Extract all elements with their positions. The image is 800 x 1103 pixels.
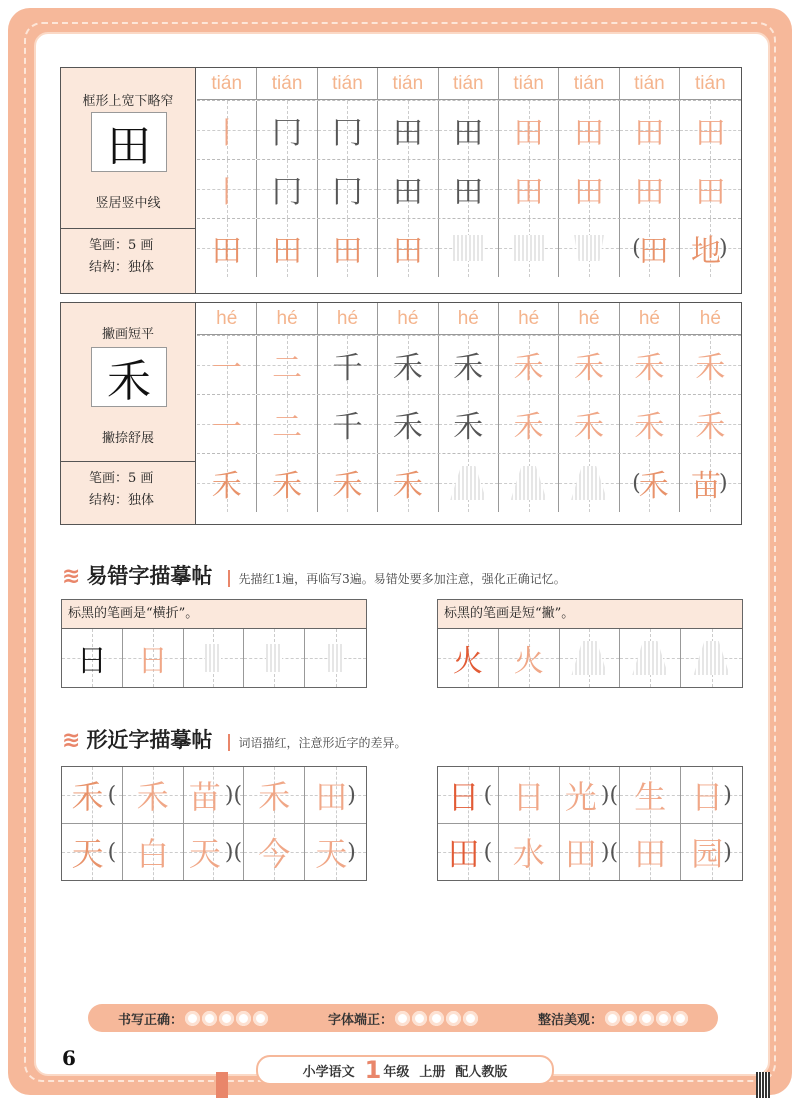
tracing-cell: 禾 [378, 336, 438, 394]
section-heading: 形近字描摹帖 [86, 728, 213, 752]
tracing-cell: 田 [439, 101, 499, 159]
tracing-cell: 禾 [680, 336, 740, 394]
tip-bottom: 竖居竖中线 [95, 196, 161, 211]
eval-neat-font [328, 1009, 478, 1028]
decorative-bar [216, 1072, 228, 1098]
evaluation-bar [88, 1004, 718, 1032]
tracing-cell: 田 [378, 219, 438, 277]
tracing-cell: 田 [378, 101, 438, 159]
model-cell: 日 [62, 629, 123, 687]
mistake-box-left [61, 599, 367, 688]
tracing-cell: 禾 [439, 395, 499, 453]
tracing-cell: 田 [559, 101, 619, 159]
mistake-box-right [437, 599, 743, 688]
pinyin-cell: tián [499, 68, 559, 100]
tracing-cell: 禾 [499, 395, 559, 453]
model-cell: 火 [438, 629, 499, 687]
tracing-cell: 千 [318, 336, 378, 394]
stroke-order-row [197, 160, 741, 219]
section-description: 先描红1遍，再临写3遍。易错处要多加注意，强化正确记忆。 [228, 570, 565, 587]
word-cell: 禾 [244, 767, 305, 823]
model-character: 田 [91, 112, 167, 172]
word-cell: 禾 [123, 767, 184, 823]
footer-label [256, 1055, 554, 1085]
tracing-cell: 日 [123, 629, 184, 687]
wave-icon: ≋ [62, 564, 81, 589]
flower-icon[interactable] [395, 1011, 410, 1026]
flower-icon[interactable] [219, 1011, 234, 1026]
stroke-info [61, 228, 195, 279]
word-row [438, 824, 742, 880]
eval-correct [118, 1009, 268, 1028]
pinyin-cell: tián [439, 68, 499, 100]
character-info-tian [61, 68, 196, 293]
tracing-cell: 田 [197, 219, 257, 277]
footer-term: 上册 [419, 1064, 446, 1080]
pinyin-cell: hé [559, 303, 619, 335]
footer-edition: 配人教版 [455, 1064, 508, 1080]
blank-practice-cell[interactable] [439, 219, 499, 277]
blank-practice-cell[interactable] [620, 629, 681, 687]
tracing-cell: 田 [499, 101, 559, 159]
tracing-cell: 一 [197, 336, 257, 394]
blank-practice-cell[interactable] [681, 629, 742, 687]
mistake-cells [438, 629, 742, 687]
flower-icon[interactable] [656, 1011, 671, 1026]
tracing-cell: 冂 [257, 101, 317, 159]
section-title-easy-mistake [62, 560, 566, 590]
word-cell: 天 ) [305, 824, 366, 880]
writing-grid [197, 303, 741, 512]
tracing-cell: 田 [680, 101, 740, 159]
word-cell: 田 )( [560, 824, 621, 880]
word-cell: 田 ) [305, 767, 366, 823]
tracing-cell: 二 [257, 336, 317, 394]
tracing-cell: 禾 [318, 454, 378, 512]
eval-label: 字体端正： [327, 1012, 393, 1028]
pinyin-cell: hé [378, 303, 438, 335]
word-cell: ( 田 [620, 219, 680, 277]
blank-practice-cell[interactable] [559, 219, 619, 277]
tracing-cell: 禾 [197, 454, 257, 512]
section-description: 词语描红，注意形近字的差异。 [228, 734, 406, 751]
barcode-strip [756, 1072, 770, 1098]
tracing-cell: 丨 [197, 160, 257, 218]
model-character: 禾 [91, 347, 167, 407]
word-cell: 苗 ) [680, 454, 740, 512]
pinyin-cell: tián [257, 68, 317, 100]
tracing-cell: 冂 [318, 101, 378, 159]
page-number: 6 [62, 1046, 76, 1070]
tracing-cell: 禾 [499, 336, 559, 394]
blank-practice-cell[interactable] [560, 629, 621, 687]
tracing-cell: 冂 [318, 160, 378, 218]
pinyin-cell: tián [378, 68, 438, 100]
character-info-he [61, 303, 196, 524]
flower-icon[interactable] [463, 1011, 478, 1026]
word-cell: ( 禾 [620, 454, 680, 512]
pinyin-cell: hé [439, 303, 499, 335]
key-char-cell: 天 ( [62, 824, 123, 880]
stroke-order-row [197, 336, 741, 395]
blank-practice-cell[interactable] [439, 454, 499, 512]
writing-grid [197, 68, 741, 277]
pinyin-cell: hé [257, 303, 317, 335]
eval-clean [538, 1009, 688, 1028]
flower-icon[interactable] [622, 1011, 637, 1026]
tracing-cell: 田 [620, 160, 680, 218]
flower-icon[interactable] [605, 1011, 620, 1026]
tracing-cell: 禾 [378, 395, 438, 453]
pinyin-cell: hé [318, 303, 378, 335]
tracing-cell: 一 [197, 395, 257, 453]
key-char-cell: 日 ( [438, 767, 499, 823]
mistake-cells [62, 629, 366, 687]
word-cell: 水 [499, 824, 560, 880]
blank-practice-cell[interactable] [559, 454, 619, 512]
pinyin-cell: tián [197, 68, 257, 100]
footer-subject: 小学语文 [302, 1064, 355, 1080]
word-cell: 地 ) [680, 219, 740, 277]
word-cell: 白 [123, 824, 184, 880]
flower-icon[interactable] [202, 1011, 217, 1026]
tracing-cell: 禾 [559, 395, 619, 453]
flower-icon[interactable] [253, 1011, 268, 1026]
word-cell: 生 [620, 767, 681, 823]
tracing-cell: 田 [439, 160, 499, 218]
flower-icon[interactable] [429, 1011, 444, 1026]
tip-bottom: 撇捺舒展 [101, 431, 154, 446]
pinyin-cell: hé [680, 303, 740, 335]
word-cell: 田 [620, 824, 681, 880]
word-cell: 今 [244, 824, 305, 880]
pinyin-cell: tián [318, 68, 378, 100]
tracing-cell: 禾 [378, 454, 438, 512]
word-cell: 苗 )( [184, 767, 245, 823]
section-heading: 易错字描摹帖 [86, 564, 213, 588]
tracing-cell: 禾 [620, 336, 680, 394]
wave-icon: ≋ [62, 728, 81, 753]
footer-grade: 年级 [383, 1064, 410, 1080]
mistake-hint: 标黑的笔画是短“撇”。 [438, 600, 742, 629]
stroke-info [61, 461, 195, 512]
tracing-cell: 千 [318, 395, 378, 453]
word-cell: 园 ) [681, 824, 742, 880]
similar-words-right [437, 766, 743, 881]
blank-practice-cell[interactable] [305, 629, 366, 687]
word-cell: 日 ) [681, 767, 742, 823]
practice-row [197, 454, 741, 512]
flower-icon[interactable] [412, 1011, 427, 1026]
similar-words-left [61, 766, 367, 881]
practice-panel-he [60, 302, 742, 525]
pinyin-cell: tián [559, 68, 619, 100]
tip-top: 撇画短平 [101, 327, 154, 342]
tracing-cell: 田 [620, 101, 680, 159]
stroke-order-row [197, 101, 741, 160]
structure: 结构：独体 [89, 260, 155, 275]
tracing-cell: 二 [257, 395, 317, 453]
word-cell: 日 [499, 767, 560, 823]
tracing-cell: 田 [559, 160, 619, 218]
eval-label: 书写正确： [117, 1012, 183, 1028]
mistake-hint: 标黑的笔画是“横折”。 [62, 600, 366, 629]
word-row [62, 767, 366, 824]
flower-icon[interactable] [639, 1011, 654, 1026]
key-char-cell: 田 ( [438, 824, 499, 880]
practice-row [197, 219, 741, 277]
pinyin-cell: hé [620, 303, 680, 335]
pinyin-cell: hé [197, 303, 257, 335]
pinyin-row [197, 303, 741, 336]
tracing-cell: 田 [680, 160, 740, 218]
flower-icon[interactable] [446, 1011, 461, 1026]
tracing-cell: 火 [499, 629, 560, 687]
key-char-cell: 禾 ( [62, 767, 123, 823]
tracing-cell: 禾 [680, 395, 740, 453]
word-cell: 光 )( [560, 767, 621, 823]
tracing-cell: 田 [257, 219, 317, 277]
word-cell: 天 )( [184, 824, 245, 880]
flower-icon[interactable] [673, 1011, 688, 1026]
word-row [438, 767, 742, 824]
tip-top: 框形上宽下略窄 [82, 94, 174, 109]
stroke-count: 笔画：5 画 [89, 238, 154, 253]
blank-practice-cell[interactable] [499, 219, 559, 277]
stroke-count: 笔画：5 画 [89, 471, 154, 486]
footer-grade-number: 1 [364, 1056, 382, 1084]
blank-practice-cell[interactable] [244, 629, 305, 687]
tracing-cell: 田 [378, 160, 438, 218]
pinyin-cell: hé [499, 303, 559, 335]
eval-label: 整洁美观： [537, 1012, 603, 1028]
tracing-cell: 田 [318, 219, 378, 277]
blank-practice-cell[interactable] [184, 629, 245, 687]
tracing-cell: 禾 [439, 336, 499, 394]
tracing-cell: 禾 [257, 454, 317, 512]
pinyin-cell: tián [680, 68, 740, 100]
tracing-cell: 田 [499, 160, 559, 218]
word-row [62, 824, 366, 880]
tracing-cell: 禾 [559, 336, 619, 394]
pinyin-cell: tián [620, 68, 680, 100]
tracing-cell: 丨 [197, 101, 257, 159]
blank-practice-cell[interactable] [499, 454, 559, 512]
tracing-cell: 禾 [620, 395, 680, 453]
structure: 结构：独体 [89, 493, 155, 508]
flower-icon[interactable] [236, 1011, 251, 1026]
flower-icon[interactable] [185, 1011, 200, 1026]
tracing-cell: 冂 [257, 160, 317, 218]
practice-panel-tian [60, 67, 742, 294]
pinyin-row [197, 68, 741, 101]
stroke-order-row [197, 395, 741, 454]
section-title-similar-chars [62, 724, 406, 754]
